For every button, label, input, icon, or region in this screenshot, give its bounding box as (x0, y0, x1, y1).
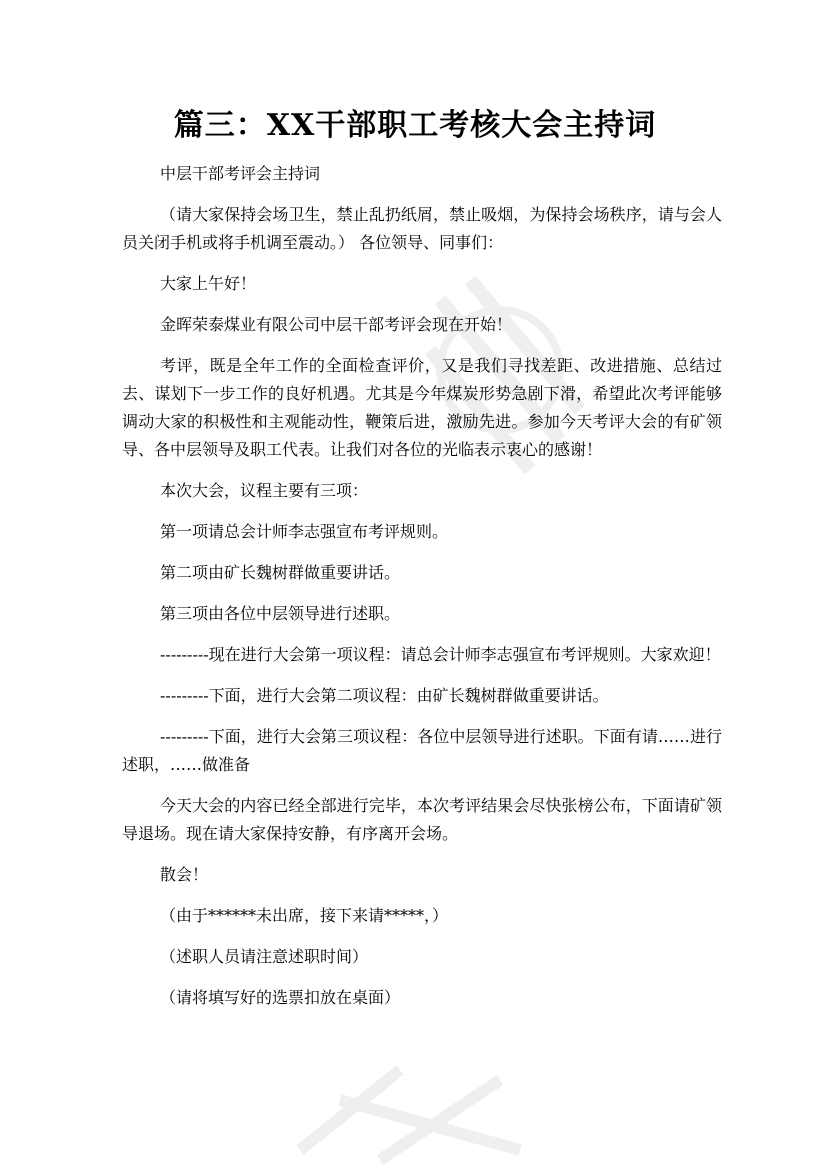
watermark-icon (280, 1060, 540, 1170)
paragraph: 散会！ (160, 865, 209, 884)
paragraph: 金晖荣泰煤业有限公司中层干部考评会现在开始！ (160, 315, 513, 334)
paragraph: 大家上午好！ (160, 274, 257, 293)
paragraph: 第一项请总会计师李志强宣布考评规则。 (160, 522, 449, 541)
paragraph: （由于******未出席，接下来请*****，） (160, 906, 449, 925)
paragraph: 第三项由各位中层领导进行述职。 (160, 604, 401, 623)
paragraph: ---------现在进行大会第一项议程：请总会计师李志强宣布考评规则。大家欢迎！ (160, 645, 721, 664)
paragraph: 今天大会的内容已经全部进行完毕，本次考评结果会尽快张榜公布，下面请矿领导退场。现在请大家保持安静，有序离开会场。 (122, 796, 722, 843)
paragraph: ---------下面，进行大会第三项议程：各位中层领导进行述职。下面有请……进行述职，……做准备 (122, 727, 722, 774)
paragraph: ---------下面，进行大会第二项议程：由矿长魏树群做重要讲话。 (160, 686, 609, 705)
paragraph: （请大家保持会场卫生，禁止乱扔纸屑，禁止吸烟，为保持会场秩序，请与会人员关闭手机或将手机调至震动。） 各位领导、同事们： (122, 205, 722, 252)
document-title: 篇三：XX干部职工考核大会主持词 (173, 108, 657, 143)
paragraph: （请将填写好的选票扣放在桌面） (160, 988, 401, 1007)
paragraph: （述职人员请注意述职时间） (160, 947, 369, 966)
paragraph: 考评，既是全年工作的全面检查评价，又是我们寻找差距、改进措施、总结过去、谋划下一步工作的良好机遇。尤其是今年煤炭形势急剧下滑，希望此次考评能够调动大家的积极性和主观能动性，鞭策后进，激励先进。参加今天考评大会的有矿领导、各中层领导及职工代表。让我们对各位的光临表示衷心的感谢！ (122, 356, 722, 459)
paragraph: 中层干部考评会主持词 (160, 164, 321, 183)
paragraph: 第二项由矿长魏树群做重要讲话。 (160, 563, 401, 582)
document-body (122, 160, 722, 1025)
paragraph: 本次大会，议程主要有三项： (160, 481, 369, 500)
